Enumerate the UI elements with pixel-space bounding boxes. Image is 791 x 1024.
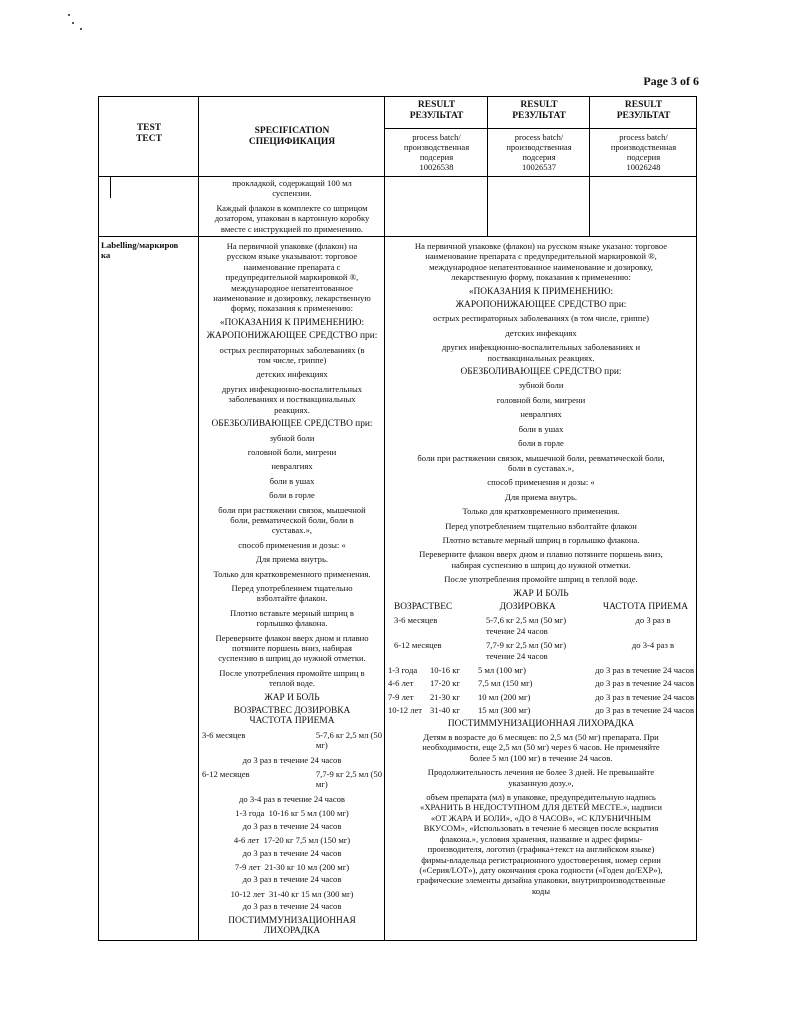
dose-age: 6-12 месяцев — [202, 769, 250, 780]
header-bottom-border — [98, 176, 696, 177]
result-dose-row — [388, 665, 694, 675]
spec-an-item: невралгиях — [271, 461, 313, 472]
col-age: ВОЗРАСТВЕС — [394, 601, 453, 612]
dose-frequency: до 3 раз в течение 24 часов — [242, 874, 342, 885]
spec-an-item: боли в ушах — [269, 475, 315, 486]
result-dose-row — [388, 640, 694, 661]
spec-an-item: головной боли, мигрени — [247, 446, 337, 457]
dose-amount: 10 мл (200 мг) — [478, 691, 531, 702]
dose-frequency: до 3 раз в течение 24 часов — [595, 705, 694, 716]
result-fever-pain: ЖАР И БОЛЬ — [513, 588, 569, 599]
result-insert: Плотно вставьте мерный шприц в горлышко флакона. — [442, 534, 640, 545]
dose-age: 4-6 лет — [388, 678, 414, 689]
spec-dose-row — [202, 769, 382, 790]
result-header-1: RESULT РЕЗУЛЬТАТ — [409, 100, 464, 121]
dose-age: 1-3 года — [235, 808, 265, 819]
dose-frequency: до 3 раз в — [635, 615, 671, 626]
result-postvax-text: Детям в возрасте до 6 месяцев: по 2,5 мл (50 мг) препарата. При необходимости, еще 2,5 мл (50 мг) через 6 часов. Не применяйте более 5 мл (100 мг) в течение 24 часов. — [422, 732, 660, 763]
result-dose-row — [388, 615, 694, 636]
result-an-item: боли в горле — [518, 438, 564, 449]
dose-frequency: до 3 раз в течение 24 часов — [242, 820, 342, 831]
specification-header: SPECIFICATION СПЕЦИФИКАЦИЯ — [248, 126, 336, 147]
col-dose: ДОЗИРОВКА — [499, 601, 556, 612]
table-top-border — [98, 96, 696, 97]
dose-amount: 7,5 мл (150 мг) — [478, 678, 533, 689]
row1-spec-line: прокладкой, содержащий 100 мл суспензии. — [232, 178, 352, 199]
dose-age: 7-9 лет — [388, 691, 414, 702]
scan-mark — [72, 22, 74, 24]
dose-frequency: до 3-4 раз в — [631, 640, 675, 651]
spec-oral: Для приема внутрь. — [255, 554, 329, 565]
result-header-3: RESULT РЕЗУЛЬТАТ — [616, 100, 671, 121]
dose-amount: 17-20 кг 7,5 мл (150 мг) — [263, 835, 351, 846]
dose-frequency: до 3 раз в течение 24 часов — [242, 901, 342, 912]
batch-3: process batch/ производственная подсерия 10026248 — [610, 132, 677, 172]
dose-amount: 21-30 кг 10 мл (200 мг) — [264, 861, 350, 872]
result-method: способ применения и дозы: « — [487, 477, 595, 488]
spec-col-divider — [384, 96, 385, 941]
spec-ap-item: детских инфекциях — [256, 369, 328, 380]
spec-dose-row — [202, 862, 382, 872]
test-header: TEST ТЕСТ — [136, 123, 162, 144]
spec-fever-pain: ЖАР И БОЛЬ — [264, 692, 320, 703]
dose-age: 1-3 года — [388, 665, 418, 675]
result-rinse: После употребления промойте шприц в теплой воде. — [444, 574, 638, 585]
spec-dose-header: ВОЗРАСТВЕС ДОЗИРОВКА ЧАСТОТА ПРИЕМА — [233, 706, 351, 727]
spec-insert: Плотно вставьте мерный шприц в горлышко флакона. — [230, 607, 354, 629]
spec-ap-item: других инфекционно-воспалительных заболеваниях и поствакцинальных реакциях. — [221, 383, 363, 415]
spec-antipyretic: ЖАРОПОНИЖАЮЩЕЕ СРЕДСТВО при: — [206, 331, 378, 342]
result-antipyretic: ЖАРОПОНИЖАЮЩЕЕ СРЕДСТВО при: — [455, 300, 627, 311]
spec-short: Только для кратковременного применения. — [213, 568, 371, 579]
dose-frequency: до 3 раз в течение 24 часов — [242, 847, 342, 858]
dose-amount: 5-7,6 кг 2,5 мл (50 мг) течение 24 часов — [486, 615, 567, 636]
spec-method: способ применения и дозы: « — [238, 539, 346, 550]
spec-ap-item: острых респираторных заболеваниях (в том числе, гриппе) — [219, 344, 365, 366]
dose-amount: 5 мл (100 мг) — [478, 665, 527, 675]
batch-1: process batch/ производственная подсерия 10026538 — [403, 132, 470, 172]
dose-weight: 10-16 кг — [430, 665, 460, 675]
result-ap-item: детских инфекциях — [505, 327, 577, 338]
result-ap-item: других инфекционно-воспалительных заболеваниях и поствакцинальных реакциях. — [441, 342, 641, 363]
result-header-divider — [384, 128, 696, 129]
result-dose-row — [388, 678, 694, 688]
scan-mark — [68, 14, 70, 16]
result1-col-divider — [487, 96, 488, 237]
dose-age: 6-12 месяцев — [394, 640, 442, 651]
result-dose-header — [388, 602, 694, 612]
row1-spec-line: Каждый флакон в комплекте со шприцом дозатором, упакован в картонную коробку вместе с инструкцией по применению. — [214, 202, 370, 234]
result-an-item: зубной боли — [518, 380, 564, 391]
dose-frequency: до 3 раз в течение 24 часов — [595, 665, 694, 675]
spec-dose-row — [202, 730, 382, 751]
dose-amount: 31-40 кг 15 мл (300 мг) — [268, 888, 354, 899]
dose-weight: 17-20 кг — [430, 678, 460, 689]
result-postvax: ПОСТИММУНИЗАЦИОННАЯ ЛИХОРАДКА — [447, 718, 635, 729]
dose-age: 3-6 месяцев — [202, 729, 246, 740]
spec-postvax: ПОСТИММУНИЗАЦИОННАЯ ЛИХОРАДКА — [228, 915, 356, 936]
dose-age: 7-9 лет — [234, 861, 261, 872]
dose-weight: 21-30 кг — [430, 691, 460, 702]
table-bottom-border — [98, 940, 696, 941]
spec-dose-row — [202, 808, 382, 818]
result-dose-row — [388, 692, 694, 702]
result2-col-divider — [589, 96, 590, 237]
result-short: Только для кратковременного применения. — [462, 506, 620, 517]
result-oral: Для приема внутрь. — [504, 491, 578, 502]
result-an-item: невралгиях — [520, 409, 562, 420]
dose-amount: 7,7-9 кг 2,5 мл (50 мг) течение 24 часов — [486, 640, 567, 661]
labelling-spec — [202, 241, 382, 939]
spec-indications: «ПОКАЗАНИЯ К ПРИМЕНЕНИЮ: — [219, 317, 365, 328]
result-an-item: головной боли, мигрени — [496, 394, 586, 405]
table-right-border — [696, 96, 697, 941]
result-intro: На первичной упаковке (флакон) на русском языке указано: торговое наименование препарата с предупредительной маркировкой ®, международное непатентованное наименование и дозировку, лекарственную форму, показания к применению: — [414, 241, 668, 283]
result-header-2: RESULT РЕЗУЛЬТАТ — [512, 100, 566, 121]
dose-frequency: до 3 раз в течение 24 часов — [242, 754, 342, 765]
col-freq: ЧАСТОТА ПРИЕМА — [603, 601, 688, 612]
result-duration: Продолжительность лечения не более 3 дней. Не превышайте указанную дозу.», — [427, 767, 655, 788]
result-an-item: боли при растяжении связок, мышечной боли, ревматической боли, боли в суставах.», — [417, 452, 665, 473]
result-ap-item: острых респираторных заболеваниях (в том числе, гриппе) — [432, 313, 650, 324]
result-indications: «ПОКАЗАНИЯ К ПРИМЕНЕНИЮ: — [468, 286, 614, 297]
spec-rinse: После употребления промойте шприц в теплой воде. — [219, 667, 365, 689]
dose-frequency: до 3 раз в течение 24 часов — [595, 678, 694, 689]
page-number: Page 3 of 6 — [643, 74, 699, 88]
dose-amount: 7,7-9 кг 2,5 мл (50 мг) — [315, 769, 382, 790]
spec-dose-row — [202, 835, 382, 845]
row1-stub-line — [110, 176, 111, 198]
test-col-divider — [198, 96, 199, 941]
dose-frequency: до 3-4 раз в течение 24 часов — [239, 793, 345, 804]
result-analgesic: ОБЕЗБОЛИВАЮЩЕЕ СРЕДСТВО при: — [460, 367, 622, 378]
dose-weight: 31-40 кг — [430, 705, 460, 716]
dose-age: 3-6 месяцев — [394, 615, 438, 626]
spec-shake: Перед употреблением тщательно взболтайте флакон. — [231, 582, 353, 604]
result-dose-row — [388, 705, 694, 715]
row1-spec — [202, 178, 382, 238]
batch-2: process batch/ производственная подсерия 10026537 — [506, 132, 572, 172]
spec-intro: На первичной упаковке (флакон) на русском языке указывают: торговое наименование препарата с предупредительной маркировкой ®, международное непатентованное наименование и дозировку, лекарственную форму, показания к применению: — [213, 241, 371, 314]
dose-amount: 15 мл (300 мг) — [478, 705, 531, 716]
spec-invert: Переверните флакон вверх дном и плавно потяните поршень вниз, набирая суспензию в шприц до нужной отметки. — [215, 632, 369, 664]
dose-amount: 5-7,6 кг 2,5 мл (50 мг) — [315, 729, 382, 751]
labelling-test-label: Labelling/маркиров ка — [101, 240, 179, 260]
spec-analgesic: ОБЕЗБОЛИВАЮЩЕЕ СРЕДСТВО при: — [211, 419, 373, 430]
dose-age: 10-12 лет — [230, 888, 265, 899]
row1-bottom-border — [98, 236, 696, 237]
dose-age: 10-12 лет — [388, 705, 423, 716]
result-invert: Переверните флакон вверх дном и плавно потяните поршень вниз, набирая суспензию в шприц до нужной отметки. — [419, 549, 663, 570]
dose-frequency: до 3 раз в течение 24 часов — [595, 691, 694, 702]
spec-an-item: боли при растяжении связок, мышечной боли, ревматической боли, боли в суставах.», — [218, 504, 366, 536]
result-shake: Перед употреблением тщательно взболтайте флакон — [445, 520, 637, 531]
dose-age: 4-6 лет — [233, 835, 260, 846]
scan-mark — [80, 28, 82, 30]
result-volume: объем препарата (мл) в упаковке, предупредительную надпись «ХРАНИТЬ В НЕДОСТУПНОМ ДЛЯ ДЕТЕЙ МЕСТЕ.», надписи «ОТ ЖАРА И БОЛИ», «ДО 8 ЧАСОВ», «С КЛУБНИЧНЫМ ВКУСОМ», «Использовать в течение 6 месяцев после вскрытия флакона.», условия хранения, название и адрес фирмы- производителя, логотип (графика+текст на английском языке) фирмы-владельца регистрационного удостоверения, номер серии («Серия/LOT»), дату окончания срока годности («Годен до/EXP»), графические элементы дизайна упаковки, внутрипроизводственные коды — [416, 792, 666, 896]
spec-an-item: зубной боли — [269, 432, 315, 443]
result-an-item: боли в ушах — [518, 423, 564, 434]
spec-an-item: боли в горле — [269, 490, 315, 501]
dose-amount: 10-16 кг 5 мл (100 мг) — [268, 808, 349, 819]
labelling-result — [388, 241, 694, 900]
table-left-border — [98, 96, 99, 941]
spec-dose-row — [202, 889, 382, 899]
